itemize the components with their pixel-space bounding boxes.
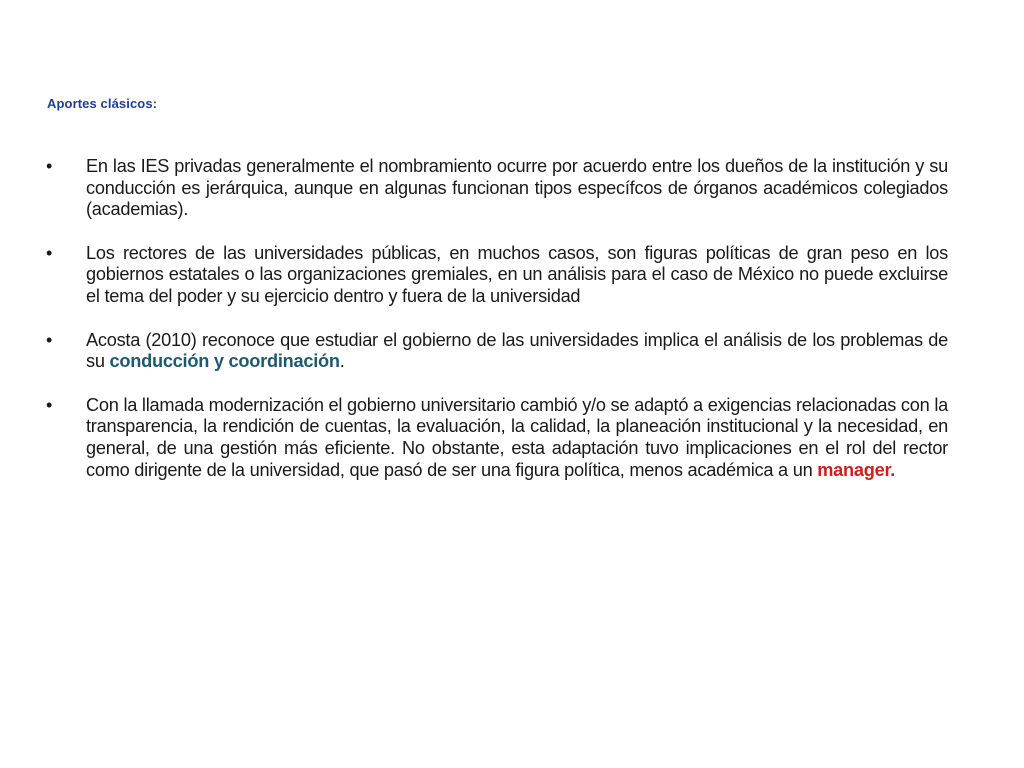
highlight-manager: manager.	[817, 459, 896, 480]
highlight-conduccion: conducción y coordinación	[109, 351, 340, 372]
bullet-dot-icon: •	[46, 394, 53, 415]
bullet-text-end: .	[339, 351, 345, 372]
bullet-text: En las IES privadas generalmente el nombramiento ocurre por acuerdo entre los dueños de la institución y su conducción es jerárquica, aunque en algunas funcionan tipos específcos de órganos académicos colegiados (academias).	[86, 156, 948, 220]
bullet-item-modernizacion	[46, 395, 948, 481]
bullet-item-ies-privadas	[46, 156, 948, 221]
slide-heading: Aportes clásicos:	[47, 96, 158, 111]
bullet-dot-icon: •	[46, 156, 53, 176]
bullet-list	[46, 156, 948, 503]
bullet-text: Con la llamada modernización el gobierno universitario cambió y/o se adaptó a exigencias relacionadas con la transparencia, la rendición de cuentas, la evaluación, la calidad, la planeación institucional y la necesidad, en general, de una gestión más eficiente. No obstante, esta adaptación tuvo implicaciones en el rol del rector como dirigente de la universidad, que pasó de ser una figura política, menos académica a un	[86, 394, 948, 480]
bullet-item-rectores	[46, 243, 948, 308]
bullet-text: Los rectores de las universidades públicas, en muchos casos, son figuras políticas de gran peso en los gobiernos estatales o las organizaciones gremiales, en un análisis para el caso de México no puede excluirse el tema del poder y su ejercicio dentro y fuera de la universidad	[86, 242, 948, 306]
bullet-dot-icon: •	[46, 242, 53, 263]
bullet-text: Acosta (2010) reconoce que estudiar el gobierno de las universidades implica el análisis de los problemas de su	[86, 329, 948, 372]
bullet-item-acosta	[46, 330, 948, 373]
bullet-dot-icon: •	[46, 329, 53, 350]
